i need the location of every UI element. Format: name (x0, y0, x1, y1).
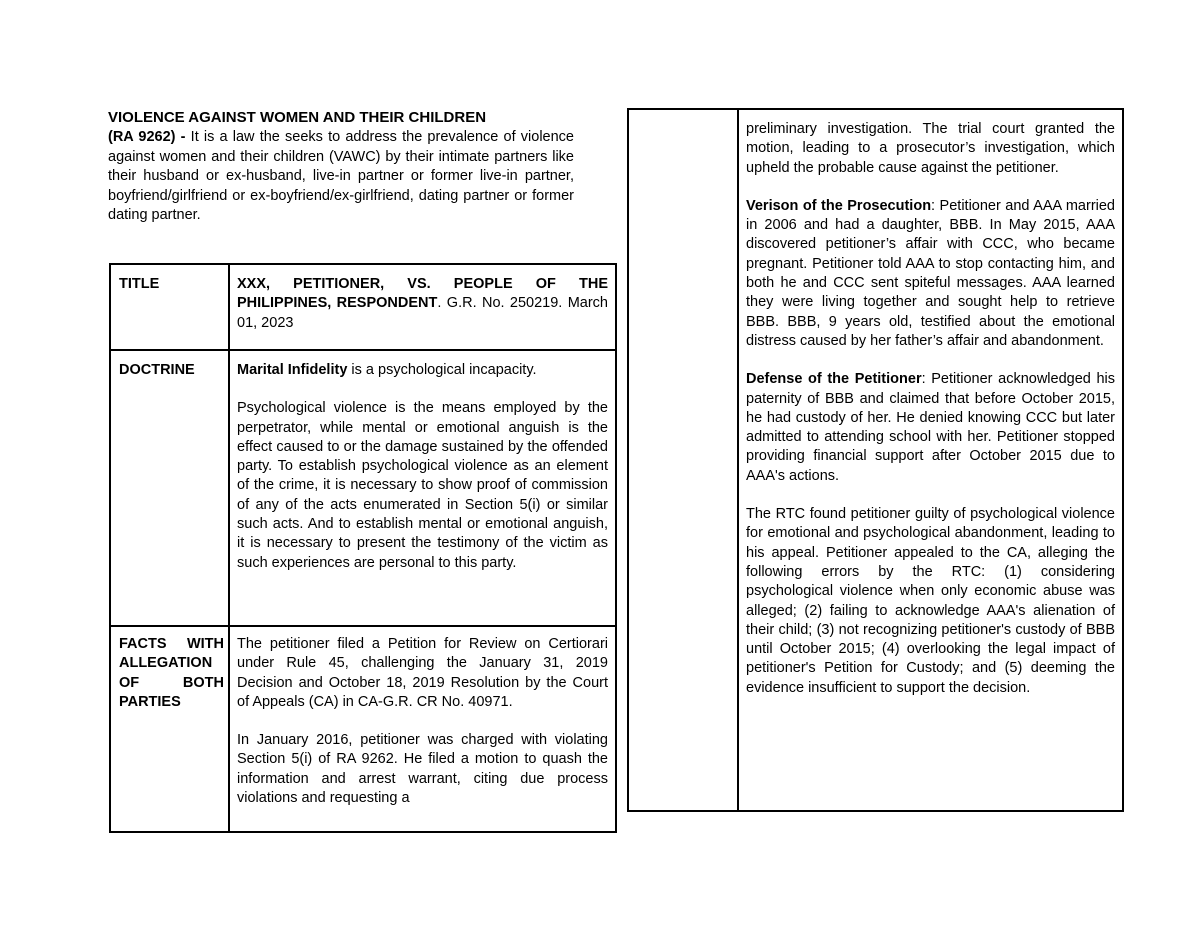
case-name: XXX, PETITIONER, VS. PEOPLE OF THE PHILIPPINES, RESPONDENT (237, 276, 608, 312)
intro-section (108, 108, 574, 226)
facts-content (229, 626, 616, 832)
facts-continued-paragraph: preliminary investigation. The trial court granted the motion, leading to a prosecutor’s investigation, which upheld the probable cause against the petitioner. (746, 121, 1115, 176)
intro-label: (RA 9262) - (108, 129, 186, 145)
title-label: TITLE (110, 264, 229, 350)
defense-paragraph (746, 370, 1115, 486)
doctrine-label: DOCTRINE (110, 350, 229, 626)
page-heading: VIOLENCE AGAINST WOMEN AND THEIR CHILDREN (108, 109, 487, 126)
row-title (110, 264, 616, 350)
case-citation: . G.R. No. 250219. March 01, 2023 (237, 295, 609, 331)
doctrine-paragraph-2: Psychological violence is the means employed by the perpetrator, while mental or emotional anguish is the effect caused to or the damage sustained by the offended party. To establish psychological violence as an element of the crime, it is necessary to show proof of commission of any of the acts enumerated in Section 5(i) or similar such acts. And to establish mental or emotional anguish, it is necessary to present the testimony of the victim as such experiences are personal to this party. (237, 400, 608, 571)
doctrine-paragraph-1 (237, 361, 608, 380)
case-digest-table (109, 263, 617, 833)
defense-label: Defense of the Petitioner (746, 371, 922, 388)
rtc-paragraph: The RTC found petitioner guilty of psychological violence for emotional and psychological abandonment, leading to his appeal. Petitioner appealed to the CA, alleging the following errors by the RTC: (1) considering psychological violence when only economic abuse was alleged; (2) failing to acknowledge AAA's alienation of their child; (3) not recognizing petitioner's custody of BBB until October 2015; (4) overlooking the legal impact of petitioner's Petition for Custody; and (5) deeming the evidence insufficient to support the decision. (746, 506, 1115, 696)
continuation-table (627, 108, 1124, 812)
doctrine-statement: is a psychological incapacity. (347, 362, 537, 378)
facts-label-cell (110, 626, 229, 832)
continuation-row (628, 109, 1123, 811)
defense-text: : Petitioner acknowledged his paternity of BBB and claimed that before October 2015, he had custody of her. He denied knowing CCC but later admitted to attending school with her. Petitioner stopped providing financial support after October 2015 due to AAA's actions. (746, 371, 1115, 484)
prosecution-paragraph (746, 197, 1115, 351)
facts-label: FACTS WITH ALLEGATION OF BOTH PARTIES (119, 636, 224, 710)
facts-paragraph-2: In January 2016, petitioner was charged with violating Section 5(i) of RA 9262. He filed a motion to quash the information and arrest warrant, citing due process violations and requesting a (237, 732, 608, 807)
row-facts (110, 626, 616, 832)
row-doctrine (110, 350, 616, 626)
doctrine-term: Marital Infidelity (237, 362, 348, 378)
prosecution-text: : Petitioner and AAA married in 2006 and had a daughter, BBB. In May 2015, AAA discovered petitioner’s affair with CCC, who became pregnant. Petitioner told AAA to stop contacting him, and both he and CCC sent spiteful messages. AAA learned they were living together and sought help to retrieve BBB. BBB, 9 years old, testified about the emotional distress caused by her father’s affair and abandonment. (746, 197, 1115, 349)
doctrine-content (229, 350, 616, 626)
title-content (229, 264, 616, 350)
continuation-label-cell (628, 109, 738, 811)
intro-text: It is a law the seeks to address the prevalence of violence against women and their children (VAWC) by their intimate partners like their husband or ex-husband, live-in partner or former live-in partner, boyfriend/girlfriend or ex-boyfriend/ex-girlfriend, dating partner or former dating partner. (108, 129, 574, 224)
facts-paragraph-1: The petitioner filed a Petition for Review on Certiorari under Rule 45, challenging the January 31, 2019 Decision and October 18, 2019 Resolution by the Court of Appeals (CA) in CA-G.R. CR No. 40971. (237, 636, 608, 710)
prosecution-label: Verison of the Prosecution (746, 197, 932, 214)
intro-paragraph (108, 128, 574, 226)
continuation-content (738, 109, 1123, 811)
